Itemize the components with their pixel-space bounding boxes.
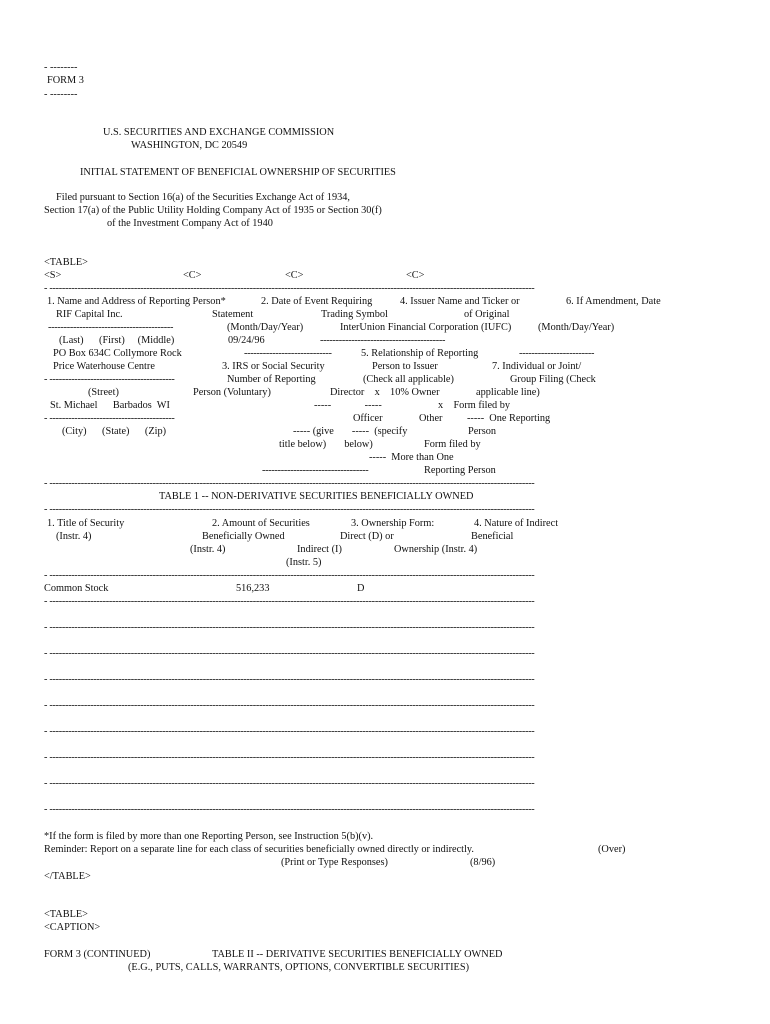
table1-title: TABLE 1 -- NON-DERIVATIVE SECURITIES BENEFICIALLY OWNED [159,491,474,502]
city-value: St. Michael Barbados WI [50,400,170,411]
box3-label: 3. IRS or Social Security [222,361,325,372]
col3-header-instr: (Instr. 5) [286,557,322,568]
divider-rule: - ----------------------------------------------------------------------------------------------------------------------------------------------------------- [44,753,535,763]
box3-label-3: Person (Voluntary) [193,387,271,398]
box5-label-3: (Check all applicable) [363,374,454,385]
box6-label: 6. If Amendment, Date [566,296,661,307]
city-parts-label: (City) (State) (Zip) [62,426,167,437]
divider-rule: - ----------------------------------------------------------------------------------------------------------------------------------------------------------- [44,779,535,789]
street-value-2: Price Waterhouse Centre [53,361,155,372]
box5-label: 5. Relationship of Reporting [361,348,479,359]
box1-dashes-3: - ---------------------------------------- [44,413,175,424]
box7-label: 7. Individual or Joint/ [492,361,582,372]
form-filed-by-label: Form filed by [424,439,481,450]
director-row: Director x 10% Owner [330,387,440,398]
divider-rule: - ----------------------------------------------------------------------------------------------------------------------------------------------------------- [44,675,535,685]
col3-header-3: Indirect (I) [297,544,342,555]
col3-header: 3. Ownership Form: [351,518,435,529]
divider-rule: - ----------------------------------------------------------------------------------------------------------------------------------------------------------- [44,623,535,633]
security-title: Common Stock [44,583,109,594]
one-reporting-dashes: ----- One Reporting [467,413,551,424]
divider-rule: - ----------------------------------------------------------------------------------------------------------------------------------------------------------- [44,649,535,659]
header-dash-bottom: - -------- [44,89,78,100]
divider-rule: - ----------------------------------------------------------------------------------------------------------------------------------------------------------- [44,571,535,581]
name-parts-label: (Last) (First) (Middle) [59,335,175,346]
officer-other-row: ----- (give ----- (specify [293,426,408,437]
box6-label-3: (Month/Day/Year) [538,322,615,333]
box1-dashes: ---------------------------------------- [48,322,174,333]
reminder: Reminder: Report on a separate line for each class of securities beneficially owned directly or indirectly. [44,844,474,855]
reporting-person-name: RIF Capital Inc. [56,309,123,320]
table-tag: <TABLE> [44,257,88,268]
table2-title: TABLE II -- DERIVATIVE SECURITIES BENEFICIALLY OWNED [212,949,503,960]
box1-label: 1. Name and Address of Reporting Person* [47,296,226,307]
box7-label-2: Group Filing (Check [510,374,596,385]
divider-rule: - ----------------------------------------------------------------------------------------------------------------------------------------------------------- [44,597,535,607]
col1-header: 1. Title of Security [47,518,125,529]
director-dashes: ----- ----- [314,400,382,411]
col2-header-instr: (Instr. 4) [190,544,226,555]
revision-date: (8/96) [470,857,496,868]
box2-label: 2. Date of Event Requiring [261,296,373,307]
one-reporting-row: x Form filed by [438,400,511,411]
divider-rule: - ----------------------------------------------------------------------------------------------------------------------------------------------------------- [44,701,535,711]
person-label: Person [468,426,497,437]
caption-tag: <CAPTION> [44,922,101,933]
ownership-form: D [357,583,365,594]
col2-header: 2. Amount of Securities [212,518,310,529]
over-label: (Over) [598,844,626,855]
other-label: Other [419,413,443,424]
title-below-row: title below) below) [279,439,373,450]
col4-header-2: Beneficial [471,531,514,542]
document-title: INITIAL STATEMENT OF BENEFICIAL OWNERSHIP OF SECURITIES [80,167,396,178]
footnote: *If the form is filed by more than one Reporting Person, see Instruction 5(b)(v). [44,831,374,842]
divider-rule: - ----------------------------------------------------------------------------------------------------------------------------------------------------------- [44,805,535,815]
col4-header: 4. Nature of Indirect [474,518,559,529]
street-value: PO Box 634C Collymore Rock [53,348,182,359]
col1-header-instr: (Instr. 4) [56,531,92,542]
divider-rule: - ----------------------------------------------------------------------------------------------------------------------------------------------------------- [44,479,535,489]
c-tag: <C> [285,270,304,281]
table-tag-2: <TABLE> [44,909,88,920]
box3-label-2: Number of Reporting [227,374,316,385]
box7-label-3: applicable line) [476,387,540,398]
box6-label-2: of Original [464,309,510,320]
box5-label-2: Person to Issuer [372,361,438,372]
table2-subtitle: (E.G., PUTS, CALLS, WARRANTS, OPTIONS, CONVERTIBLE SECURITIES) [128,962,470,973]
divider-rule: - ----------------------------------------------------------------------------------------------------------------------------------------------------------- [44,284,535,294]
agency-city: WASHINGTON, DC 20549 [131,140,248,151]
officer-label: Officer [353,413,383,424]
box2-dashes: ---------------------------- [244,348,332,359]
table-close-tag: </TABLE> [44,871,91,882]
c-tag: <C> [183,270,202,281]
box2-label-2: Statement [212,309,254,320]
col4-header-instr: Ownership (Instr. 4) [394,544,478,555]
security-amount: 516,233 [236,583,270,594]
filed-line-3: of the Investment Company Act of 1940 [107,218,273,229]
box4-dashes: ---------------------------------------- [320,335,446,346]
col3-header-2: Direct (D) or [340,531,394,542]
form-label: FORM 3 [47,75,84,86]
col2-header-2: Beneficially Owned [202,531,285,542]
header-dash-top: - -------- [44,62,78,73]
divider-rule: - ----------------------------------------------------------------------------------------------------------------------------------------------------------- [44,505,535,515]
print-label: (Print or Type Responses) [281,857,388,868]
event-date: 09/24/96 [228,335,265,346]
s-tag: <S> [44,270,62,281]
box2-label-3: (Month/Day/Year) [227,322,304,333]
c-tag: <C> [406,270,425,281]
filed-line-1: Filed pursuant to Section 16(a) of the Securities Exchange Act of 1934, [56,192,350,203]
divider-rule: - ----------------------------------------------------------------------------------------------------------------------------------------------------------- [44,727,535,737]
street-label: (Street) [88,387,119,398]
box4-label-2: Trading Symbol [321,309,388,320]
reporting-person-label: Reporting Person [424,465,496,476]
continued-label: FORM 3 (CONTINUED) [44,949,151,960]
agency-name: U.S. SECURITIES AND EXCHANGE COMMISSION [103,127,335,138]
box5-dashes: ---------------------------------- [262,465,369,476]
filed-line-2: Section 17(a) of the Public Utility Holding Company Act of 1935 or Section 30(f) [44,205,382,216]
issuer-name: InterUnion Financial Corporation (IUFC) [340,322,512,333]
more-than-one-row: ----- More than One [369,452,454,463]
box6-dashes: ------------------------ [519,348,595,359]
box4-label: 4. Issuer Name and Ticker or [400,296,520,307]
box1-dashes-2: - ---------------------------------------- [44,374,175,385]
